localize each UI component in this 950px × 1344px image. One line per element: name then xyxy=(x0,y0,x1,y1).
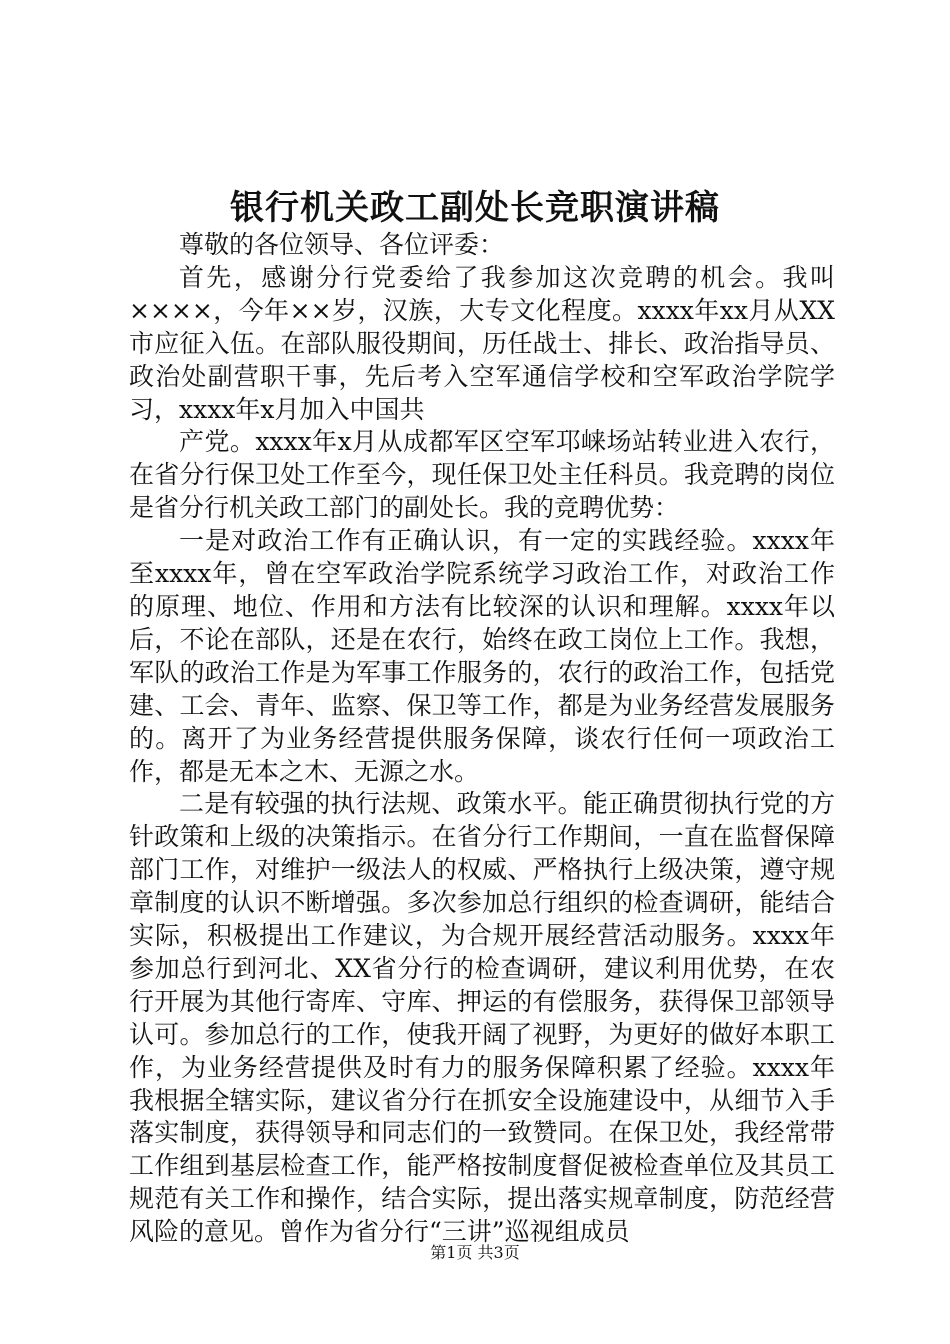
salutation-paragraph: 尊敬的各位领导、各位评委： xyxy=(179,230,505,259)
document-body xyxy=(129,229,835,1249)
advantage-one-paragraph: 一是对政治工作有正确认识，有一定的实践经验。xxxx年至xxxx年，曾在空军政治学院系统学习政治工作，对政治工作的原理、地位、作用和方法有比较深的认识和理解。xxxx年以后，不论在部队，还是在农行，始终在政工岗位上工作。我想，军队的政治工作是为军事工作服务的，农行的政治工作，包括党建、工会、青年、监察、保卫等工作，都是为业务经营发展服务的。离开了为业务经营提供服务保障，谈农行任何一项政治工作，都是无本之木、无源之水。 xyxy=(129,526,835,786)
party-paragraph: 产党。xxxx年x月从成都军区空军邛崃场站转业进入农行，在省分行保卫处工作至今，现任保卫处主任科员。我竞聘的岗位是省分行机关政工部门的副处长。我的竞聘优势： xyxy=(129,427,835,523)
page-footer: 第1页 共3页 xyxy=(430,1243,520,1262)
advantage-two-paragraph: 二是有较强的执行法规、政策水平。能正确贯彻执行党的方针政策和上级的决策指示。在省分行工作期间，一直在监督保障部门工作，对维护一级法人的权威、严格执行上级决策，遵守规章制度的认识不断增强。多次参加总行组织的检查调研，能结合实际，积极提出工作建议，为合规开展经营活动服务。xxxx年参加总行到河北、XX省分行的检查调研，建议利用优势，在农行开展为其他行寄库、守库、押运的有偿服务，获得保卫部领导认可。参加总行的工作，使我开阔了视野，为更好的做好本职工作，为业务经营提供及时有力的服务保障积累了经验。xxxx年我根据全辖实际，建议省分行在抓安全设施建设中，从细节入手落实制度，获得领导和同志们的一致赞同。在保卫处，我经常带工作组到基层检查工作，能严格按制度督促被检查单位及其员工规范有关工作和操作，结合实际，提出落实规章制度，防范经营风险的意见。曾作为省分行“三讲”巡视组成员 xyxy=(129,789,835,1247)
document-title: 银行机关政工副处长竞职演讲稿 xyxy=(230,188,720,228)
intro-paragraph: 首先，感谢分行党委给了我参加这次竞聘的机会。我叫××××，今年××岁，汉族，大专文化程度。xxxx年xx月从XX市应征入伍。在部队服役期间，历任战士、排长、政治指导员、政治处副营职干事，先后考入空军通信学校和空军政治学院学习，xxxx年x月加入中国共 xyxy=(129,262,835,424)
